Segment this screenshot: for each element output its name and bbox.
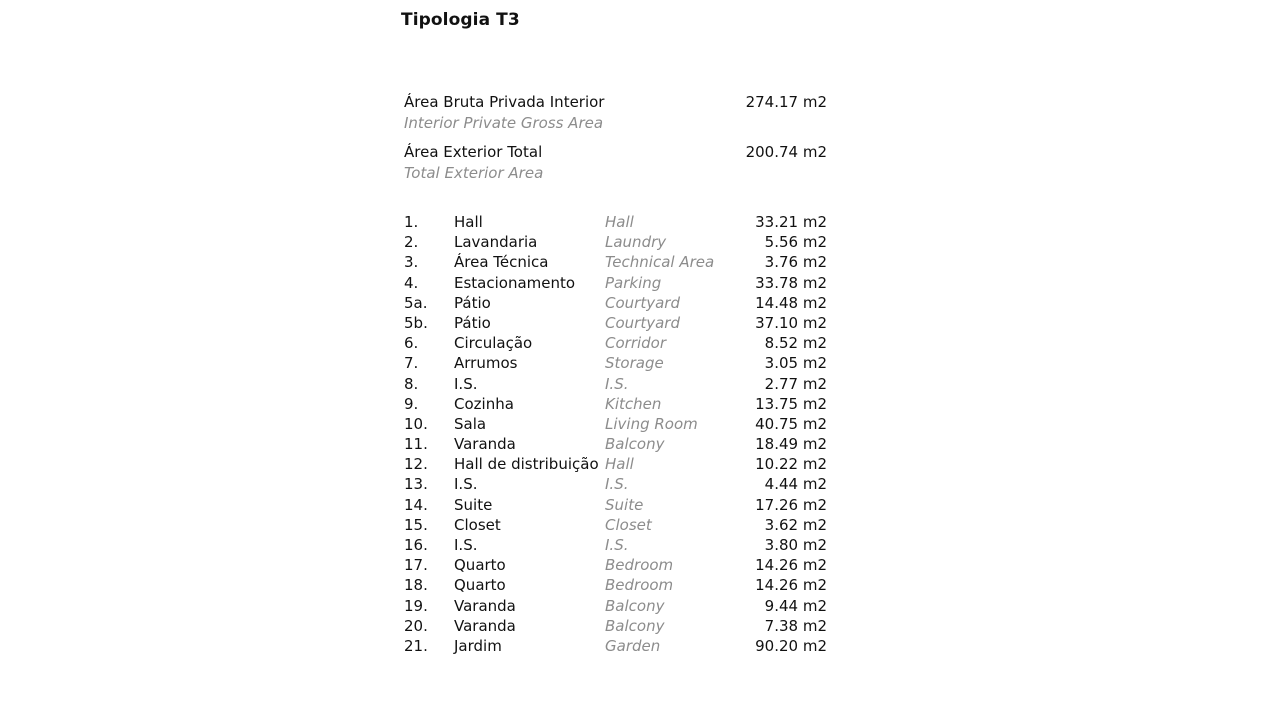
room-number: 11. (404, 435, 428, 454)
room-number: 21. (404, 636, 428, 655)
room-name-pt: Varanda (454, 596, 516, 615)
room-area: 37.10 m2 (755, 313, 827, 332)
room-row (404, 454, 827, 474)
room-row (404, 434, 827, 454)
room-area: 9.44 m2 (764, 596, 827, 615)
room-area: 90.20 m2 (755, 636, 827, 655)
room-row (404, 474, 827, 494)
room-name-en: Hall (605, 455, 634, 474)
room-name-en: Corridor (605, 334, 667, 353)
room-number: 12. (404, 455, 428, 474)
room-name-en: Closet (605, 515, 652, 534)
room-name-pt: Varanda (454, 616, 516, 635)
room-area: 3.62 m2 (764, 515, 827, 534)
room-row (404, 575, 827, 595)
room-area: 33.78 m2 (755, 273, 827, 292)
page-title: Tipologia T3 (401, 10, 520, 30)
summary-area-value: 274.17 m2 (745, 93, 827, 111)
room-row (404, 293, 827, 313)
room-row (404, 636, 827, 656)
room-area: 4.44 m2 (764, 475, 827, 494)
room-name-en: Hall (605, 213, 634, 231)
room-number: 1. (404, 213, 419, 231)
room-number: 20. (404, 616, 428, 635)
room-name-en: Bedroom (605, 556, 674, 575)
room-name-en: I.S. (605, 536, 629, 554)
room-row (404, 555, 827, 575)
room-name-en: Courtyard (605, 293, 680, 312)
room-number: 10. (404, 414, 428, 433)
room-number: 13. (404, 475, 428, 494)
room-area: 3.05 m2 (764, 354, 827, 373)
room-name-en: Balcony (605, 596, 665, 615)
room-areas-list (404, 212, 827, 656)
room-area: 7.38 m2 (764, 616, 827, 635)
room-number: 16. (404, 536, 428, 554)
room-name-pt: Cozinha (454, 394, 514, 413)
room-number: 15. (404, 515, 428, 534)
room-area: 10.22 m2 (755, 455, 827, 474)
room-name-pt: Arrumos (454, 354, 518, 373)
room-row (404, 333, 827, 353)
room-name-en: Courtyard (605, 313, 680, 332)
room-name-pt: Hall de distribuição (454, 455, 599, 474)
room-row (404, 616, 827, 636)
room-name-en: Balcony (605, 435, 665, 454)
room-name-en: Technical Area (605, 253, 715, 272)
room-row (404, 495, 827, 515)
room-row (404, 212, 827, 232)
room-area: 14.26 m2 (755, 576, 827, 595)
room-name-en: Garden (605, 636, 661, 655)
room-name-pt: Varanda (454, 435, 516, 454)
room-row (404, 252, 827, 272)
room-row (404, 515, 827, 535)
room-name-pt: Pátio (454, 293, 491, 312)
room-area: 14.26 m2 (755, 556, 827, 575)
room-row (404, 374, 827, 394)
room-name-en: Suite (605, 495, 644, 514)
room-area: 8.52 m2 (764, 334, 827, 353)
room-area: 40.75 m2 (755, 414, 827, 433)
room-row (404, 394, 827, 414)
room-row (404, 535, 827, 555)
room-row (404, 232, 827, 252)
room-name-en: I.S. (605, 374, 629, 393)
room-number: 3. (404, 253, 419, 272)
room-area: 5.56 m2 (764, 233, 827, 252)
room-name-en: Storage (605, 354, 664, 373)
summary-label-en: Interior Private Gross Area (404, 114, 604, 132)
room-name-pt: I.S. (454, 374, 478, 393)
room-area: 33.21 m2 (755, 213, 827, 231)
room-number: 5b. (404, 313, 428, 332)
room-number: 8. (404, 374, 419, 393)
room-row (404, 596, 827, 616)
room-row (404, 353, 827, 373)
room-number: 5a. (404, 293, 428, 312)
room-number: 18. (404, 576, 428, 595)
room-area: 2.77 m2 (764, 374, 827, 393)
room-name-en: Kitchen (605, 394, 662, 413)
room-name-en: Laundry (605, 233, 667, 252)
room-name-pt: I.S. (454, 475, 478, 494)
room-area: 3.80 m2 (764, 536, 827, 554)
room-row (404, 313, 827, 333)
room-name-pt: Sala (454, 414, 487, 433)
room-name-pt: Quarto (454, 576, 506, 595)
room-name-en: Bedroom (605, 576, 674, 595)
room-area: 17.26 m2 (755, 495, 827, 514)
summary-label-pt: Área Exterior Total (404, 143, 543, 161)
room-name-pt: Estacionamento (454, 273, 576, 292)
room-name-pt: I.S. (454, 536, 478, 554)
room-number: 6. (404, 334, 419, 353)
room-name-pt: Lavandaria (454, 233, 538, 252)
room-name-pt: Jardim (454, 636, 502, 655)
room-name-pt: Suite (454, 495, 493, 514)
room-name-en: Living Room (605, 414, 698, 433)
room-area: 18.49 m2 (755, 435, 827, 454)
room-name-pt: Circulação (454, 334, 533, 353)
room-number: 17. (404, 556, 428, 575)
room-name-en: I.S. (605, 475, 629, 494)
room-name-pt: Quarto (454, 556, 506, 575)
room-number: 2. (404, 233, 419, 252)
summary-exterior-total-area (404, 142, 827, 184)
room-number: 14. (404, 495, 428, 514)
room-number: 4. (404, 273, 419, 292)
room-area: 3.76 m2 (764, 253, 827, 272)
room-name-pt: Pátio (454, 313, 491, 332)
room-name-pt: Área Técnica (454, 253, 549, 272)
summary-area-value: 200.74 m2 (745, 143, 827, 161)
room-area: 14.48 m2 (755, 293, 827, 312)
room-name-pt: Hall (454, 213, 483, 231)
room-row (404, 414, 827, 434)
room-number: 7. (404, 354, 419, 373)
room-row (404, 273, 827, 293)
summary-interior-gross-area (404, 92, 827, 134)
summary-label-pt: Área Bruta Privada Interior (404, 93, 605, 111)
room-name-en: Parking (605, 273, 662, 292)
room-number: 9. (404, 394, 419, 413)
room-area: 13.75 m2 (755, 394, 827, 413)
room-name-en: Balcony (605, 616, 665, 635)
summary-label-en: Total Exterior Area (404, 164, 544, 182)
room-number: 19. (404, 596, 428, 615)
room-name-pt: Closet (454, 515, 501, 534)
